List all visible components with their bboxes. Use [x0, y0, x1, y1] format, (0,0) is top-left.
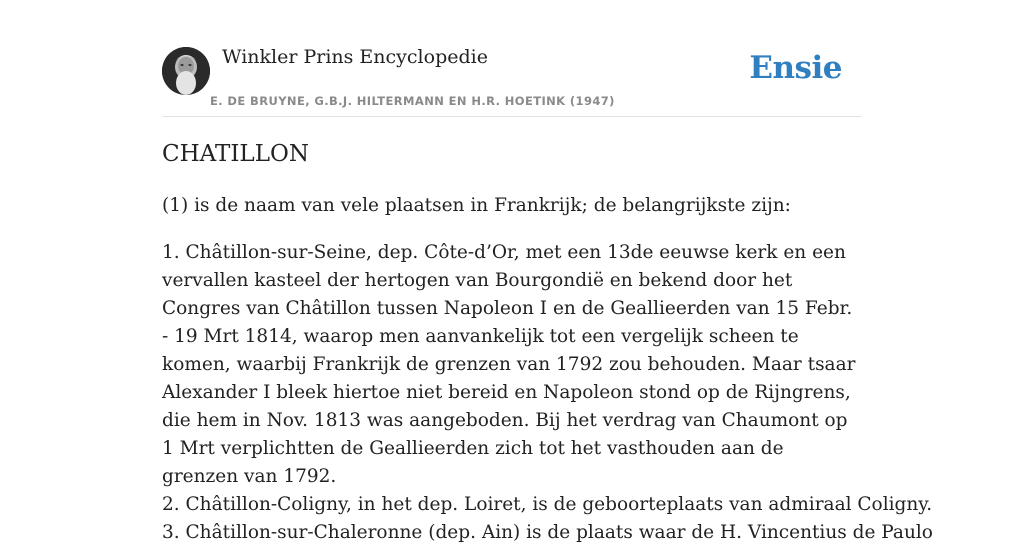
author-portrait-avatar: [162, 47, 210, 95]
entry-body: [162, 239, 933, 547]
ensie-logo[interactable]: Ensie: [749, 50, 842, 86]
entry-intro: (1) is de naam van vele plaatsen in Frankrijk; de belangrijkste zijn:: [162, 195, 791, 216]
site-title[interactable]: Winkler Prins Encyclopedie: [222, 46, 488, 68]
site-header: [162, 0, 862, 117]
entry-paragraph: 1. Châtillon-sur-Seine, dep. Côte-d’Or, met een 13de eeuwse kerk en een vervallen kasteel der hertogen van Bourgondië en bekend door het Congres van Châtillon tussen Napoleon I en de Geallieerden van 15 Febr. - 19 Mrt 1814, waarop men aanvankelijk tot een vergelijk scheen te komen, waarbij Frankrijk de grenzen van 1792 zou behouden. Maar tsaar Alexander I bleek hiertoe niet bereid en Napoleon stond op de Rijngrens, die hem in Nov. 1813 was aangeboden. Bij het verdrag van Chaumont op 1 Mrt verplichtten de Geallieerden zich tot het vasthouden aan de grenzen van 1792.: [162, 242, 856, 487]
portrait-icon: [162, 47, 210, 95]
entry-paragraph: 2. Châtillon-Coligny, in het dep. Loiret, is de geboorteplaats van admiraal Coligny.: [162, 494, 933, 515]
entry-paragraph: 3. Châtillon-sur-Chaleronne (dep. Ain) is de plaats waar de H. Vincentius de Paulo: [162, 522, 933, 543]
source-authors: E. DE BRUYNE, G.B.J. HILTERMANN EN H.R. HOETINK (1947): [210, 94, 615, 108]
entry-title: CHATILLON: [162, 141, 309, 167]
page: [162, 0, 933, 543]
